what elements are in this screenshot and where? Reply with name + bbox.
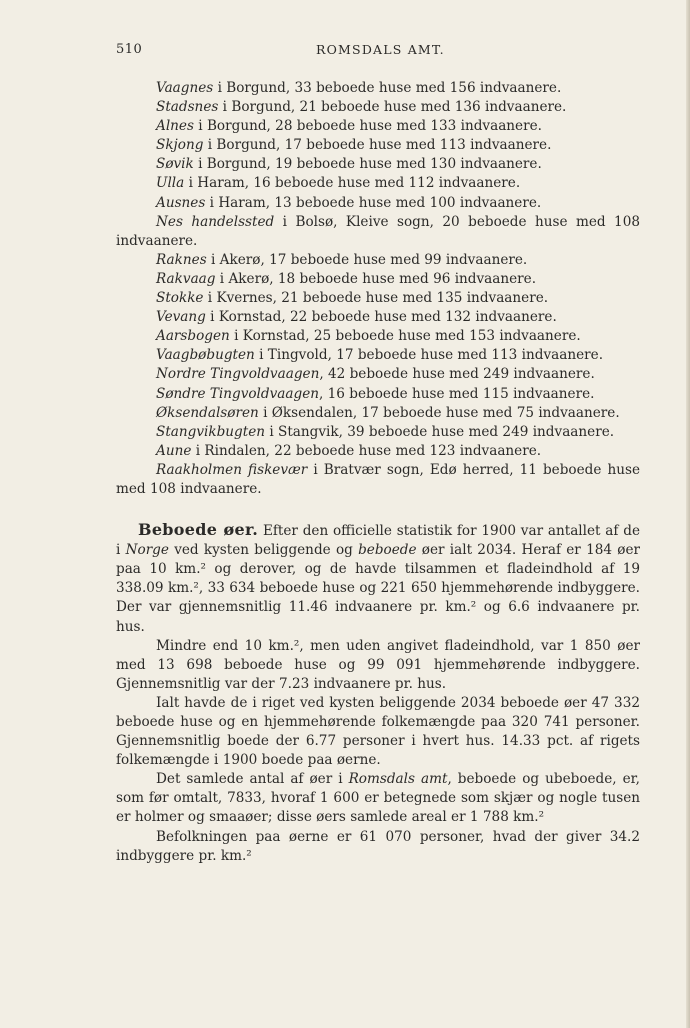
settlement-name: Aune [156, 442, 192, 459]
settlement-entry [116, 442, 640, 461]
settlement-name: Nes handelssted [156, 213, 275, 230]
settlement-details: i Haram, 13 beboede huse med 100 indvaanere. [205, 194, 542, 211]
body-text [116, 79, 640, 866]
section-paragraph-4 [116, 770, 640, 827]
settlement-entry [116, 117, 640, 136]
settlement-name: Nordre Tingvoldvaagen [156, 366, 320, 383]
settlement-details: i Borgund, 17 beboede huse med 113 indvaanere. [203, 137, 552, 154]
paragraph-italic: beboede [358, 542, 417, 559]
paragraph-italic: Romsdals amt [348, 771, 448, 788]
paragraph-text: Efter den officielle statistik for 1900 var antallet af de i [116, 523, 640, 559]
settlement-name: Vaagnes [156, 80, 214, 96]
settlement-entry [116, 385, 640, 404]
settlement-name: Søndre Tingvoldvaagen [156, 385, 319, 402]
settlement-name: Stangvikbugten [156, 423, 266, 440]
settlement-details: i Bratvær sogn, Edø herred, 11 beboede huse med 108 indvaanere. [116, 461, 640, 497]
section-paragraph-2: Mindre end 10 km.², men uden angivet fladeindhold, var 1 850 øer med 13 698 beboede huse og 99 091 hjemmehørende indbyggere. Gjennemsnitlig var der 7.23 indvaanere pr. hus. [116, 637, 640, 692]
settlement-name: Vaagbøbugten [156, 347, 255, 364]
settlement-name: Vevang [156, 309, 206, 326]
settlement-entry [116, 79, 640, 98]
settlement-details: i Kornstad, 22 beboede huse med 132 indvaanere. [205, 309, 557, 326]
settlement-entry [116, 174, 640, 193]
settlement-details: i Kvernes, 21 beboede huse med 135 indvaanere. [203, 290, 549, 307]
settlement-details: i Borgund, 33 beboede huse med 156 indvaanere. [213, 80, 562, 96]
section-paragraph-3: Ialt havde de i riget ved kysten beliggende 2034 beboede øer 47 332 beboede huse og en hjemmehørende folkemængde paa 320 741 personer. Gjennemsnitlig boede der 6.77 personer i hvert hus. 14.33 pct. af rigets folkemængde i 1900 boede paa øerne. [116, 694, 640, 769]
settlement-name: Raakholmen fiskevær [156, 461, 308, 478]
settlement-details: i Kornstad, 25 beboede huse med 153 indvaanere. [229, 328, 581, 345]
settlement-entry [116, 289, 640, 308]
beboede-oer-section [116, 520, 640, 866]
page-number: 510 [116, 42, 143, 57]
running-head: ROMSDALS AMT. [316, 42, 445, 57]
settlement-details: i Rindalen, 22 beboede huse med 123 indvaanere. [191, 442, 542, 459]
settlement-details: , 16 beboede huse med 115 indvaanere. [319, 385, 595, 402]
settlement-name: Aarsbogen [156, 328, 230, 345]
settlement-entry [116, 98, 640, 117]
settlement-name: Søvik [156, 156, 194, 173]
page-edge [686, 0, 690, 1028]
settlement-name: Ausnes [156, 194, 206, 211]
section-heading: Beboede øer. [138, 520, 259, 540]
paragraph-text: øer ialt 2034. Heraf er 184 øer paa 10 km.² og derover, og de havde tilsammen et fladeindhold af 19 338.09 km.², 33 634 beboede huse og 221 650 hjemmehørende indbyggere. Der var gjennemsnitlig 11.46 indvaanere pr. km.² og 6.6 indvaanere pr. hus. [116, 542, 640, 635]
settlement-entry [116, 461, 640, 499]
settlement-details: i Øksendalen, 17 beboede huse med 75 indvaanere. [258, 404, 620, 421]
settlement-entry [116, 327, 640, 346]
paragraph-text: ved kysten beliggende og [168, 542, 359, 559]
section-paragraph-5: Befolkningen paa øerne er 61 070 personer, hvad der giver 34.2 indbyggere pr. km.² [116, 828, 640, 864]
settlement-entry [116, 194, 640, 213]
settlement-details: , 42 beboede huse med 249 indvaanere. [319, 366, 595, 383]
settlement-entry [116, 251, 640, 270]
settlement-name: Øksendalsøren [156, 404, 259, 421]
settlement-details: i Stangvik, 39 beboede huse med 249 indvaanere. [265, 423, 615, 440]
settlement-entry [116, 270, 640, 289]
settlement-name: Stadsnes [156, 99, 219, 116]
paragraph-text: , beboede og ubeboede, er, som før omtalt, 7833, hvoraf 1 600 er betegnede som skjær og nogle tusen er holmer og smaaøer; disse øers samlede areal er 1 788 km.² [116, 771, 640, 826]
settlement-entry [116, 346, 640, 365]
settlement-name: Skjong [156, 137, 204, 154]
settlement-details: i Borgund, 21 beboede huse med 136 indvaanere. [218, 99, 567, 116]
section-paragraph-1 [116, 520, 640, 637]
page-header [116, 42, 640, 62]
settlement-details: i Bolsø, Kleive sogn, 20 beboede huse med 108 indvaanere. [116, 213, 640, 249]
settlement-entry [116, 308, 640, 327]
paragraph-italic: Norge [125, 542, 169, 559]
settlement-entry [116, 365, 640, 384]
settlement-name: Ulla [156, 175, 185, 192]
settlement-name: Alnes [156, 118, 194, 135]
settlement-entry [116, 423, 640, 442]
settlement-list [116, 79, 640, 499]
settlement-entry [116, 155, 640, 174]
settlement-name: Stokke [156, 290, 204, 307]
settlement-name: Rakvaag [156, 270, 216, 287]
settlement-entry [116, 404, 640, 423]
settlement-details: i Tingvold, 17 beboede huse med 113 indvaanere. [254, 347, 604, 364]
settlement-entry [116, 213, 640, 251]
settlement-details: i Akerø, 18 beboede huse med 96 indvaanere. [215, 270, 537, 287]
settlement-details: i Borgund, 28 beboede huse med 133 indvaanere. [193, 118, 542, 135]
settlement-details: i Akerø, 17 beboede huse med 99 indvaanere. [206, 251, 528, 268]
paragraph-text: Det samlede antal af øer i [156, 771, 349, 788]
settlement-entry [116, 136, 640, 155]
settlement-details: i Haram, 16 beboede huse med 112 indvaanere. [184, 175, 521, 192]
settlement-details: i Borgund, 19 beboede huse med 130 indvaanere. [193, 156, 542, 173]
settlement-name: Raknes [156, 251, 207, 268]
